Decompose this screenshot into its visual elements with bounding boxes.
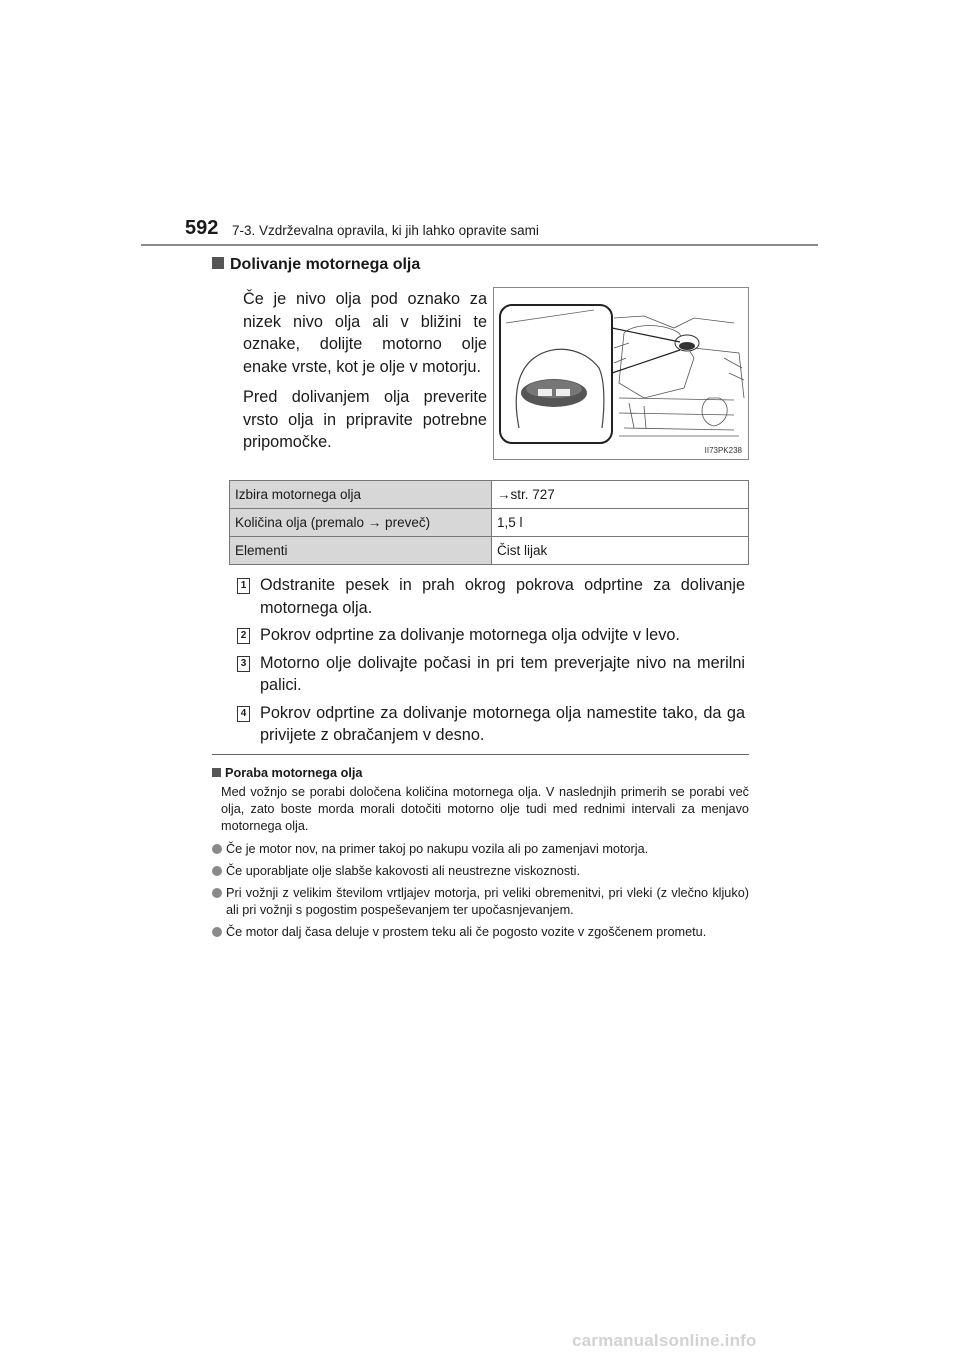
intro-text — [243, 288, 487, 462]
table-value: 1,5 l — [492, 509, 749, 537]
step-number-badge: 2 — [237, 628, 250, 644]
engine-illustration — [494, 288, 749, 460]
list-item — [212, 885, 749, 919]
bullet-dot-icon — [212, 866, 222, 876]
section-title — [212, 256, 420, 274]
notes-paragraph: Med vožnjo se porabi določena količina motornega olja. V naslednjih primerih se porabi več olja, zato boste morda morali dotočiti motorno olje tudi med rednimi intervali za menjavo motornega olja. — [221, 785, 749, 833]
list-item — [237, 702, 745, 747]
watermark: carmanualsonline.info — [572, 1331, 757, 1350]
list-item — [212, 863, 749, 880]
section-title-text: Dolivanje motornega olja — [230, 256, 421, 273]
step-text: Pokrov odprtine za dolivanje motornega olja odvijte v levo. — [260, 626, 680, 644]
oil-spec-table — [229, 480, 749, 565]
table-value: Čist lijak — [492, 537, 749, 565]
list-item — [237, 652, 745, 697]
square-bullet-icon — [212, 257, 224, 269]
bullet-dot-icon — [212, 927, 222, 937]
page-number: 592 — [185, 217, 219, 239]
table-value: →str. 727 — [492, 481, 749, 509]
step-text: Motorno olje dolivajte počasi in pri tem preverjajte nivo na merilni palici. — [260, 653, 745, 694]
bullet-text: Pri vožnji z velikim številom vrtljajev motorja, pri veliki obremenitvi, pri vleki (z vlečno kljuko) ali pri vožnji s pogostim pospeševanjem ter upočasnjevanjem. — [226, 886, 749, 917]
bullet-dot-icon — [212, 844, 222, 854]
list-item — [237, 624, 745, 647]
engine-oil-filler-figure — [493, 287, 749, 460]
chapter-heading: 7-3. Vzdrževalna opravila, ki jih lahko opravite sami — [232, 223, 539, 238]
bullet-dot-icon — [212, 888, 222, 898]
bullet-text: Če uporabljate olje slabše kakovosti ali neustrezne viskoznosti. — [226, 864, 581, 878]
notes-section — [212, 765, 749, 946]
figure-label: II73PK238 — [704, 446, 742, 455]
table-row — [230, 537, 749, 565]
step-text: Pokrov odprtine za dolivanje motornega olja namestite tako, da ga privijete z obračanjem v desno. — [260, 703, 745, 744]
notes-title — [212, 765, 749, 782]
bullet-text: Če je motor nov, na primer takoj po nakupu vozila ali po zamenjavi motorja. — [226, 842, 649, 856]
step-number-badge: 4 — [237, 706, 250, 722]
step-list — [237, 574, 745, 752]
step-text: Odstranite pesek in prah okrog pokrova odprtine za dolivanje motornega olja. — [260, 576, 745, 617]
list-item — [212, 924, 749, 941]
table-key: Elementi — [230, 537, 492, 565]
table-key: Izbira motornega olja — [230, 481, 492, 509]
table-key: Količina olja (premalo → preveč) — [230, 509, 492, 537]
table-row — [230, 481, 749, 509]
list-item — [237, 574, 745, 619]
notes-divider — [212, 754, 749, 755]
header-divider — [141, 244, 818, 246]
list-item — [212, 841, 749, 858]
square-bullet-icon — [212, 768, 221, 777]
step-number-badge: 3 — [237, 656, 250, 672]
table-row — [230, 509, 749, 537]
notes-title-text: Poraba motornega olja — [225, 766, 363, 780]
bullet-text: Če motor dalj časa deluje v prostem teku ali če pogosto vozite v zgoščenem prometu. — [226, 925, 707, 939]
intro-paragraph: Če je nivo olja pod oznako za nizek nivo olja ali v bližini te oznake, dolijte motorno olje enake vrste, kot je olje v motorju. — [243, 290, 487, 376]
step-number-badge: 1 — [237, 578, 250, 594]
intro-paragraph: Pred dolivanjem olja preverite vrsto olja in pripravite potrebne pripomočke. — [243, 388, 487, 451]
